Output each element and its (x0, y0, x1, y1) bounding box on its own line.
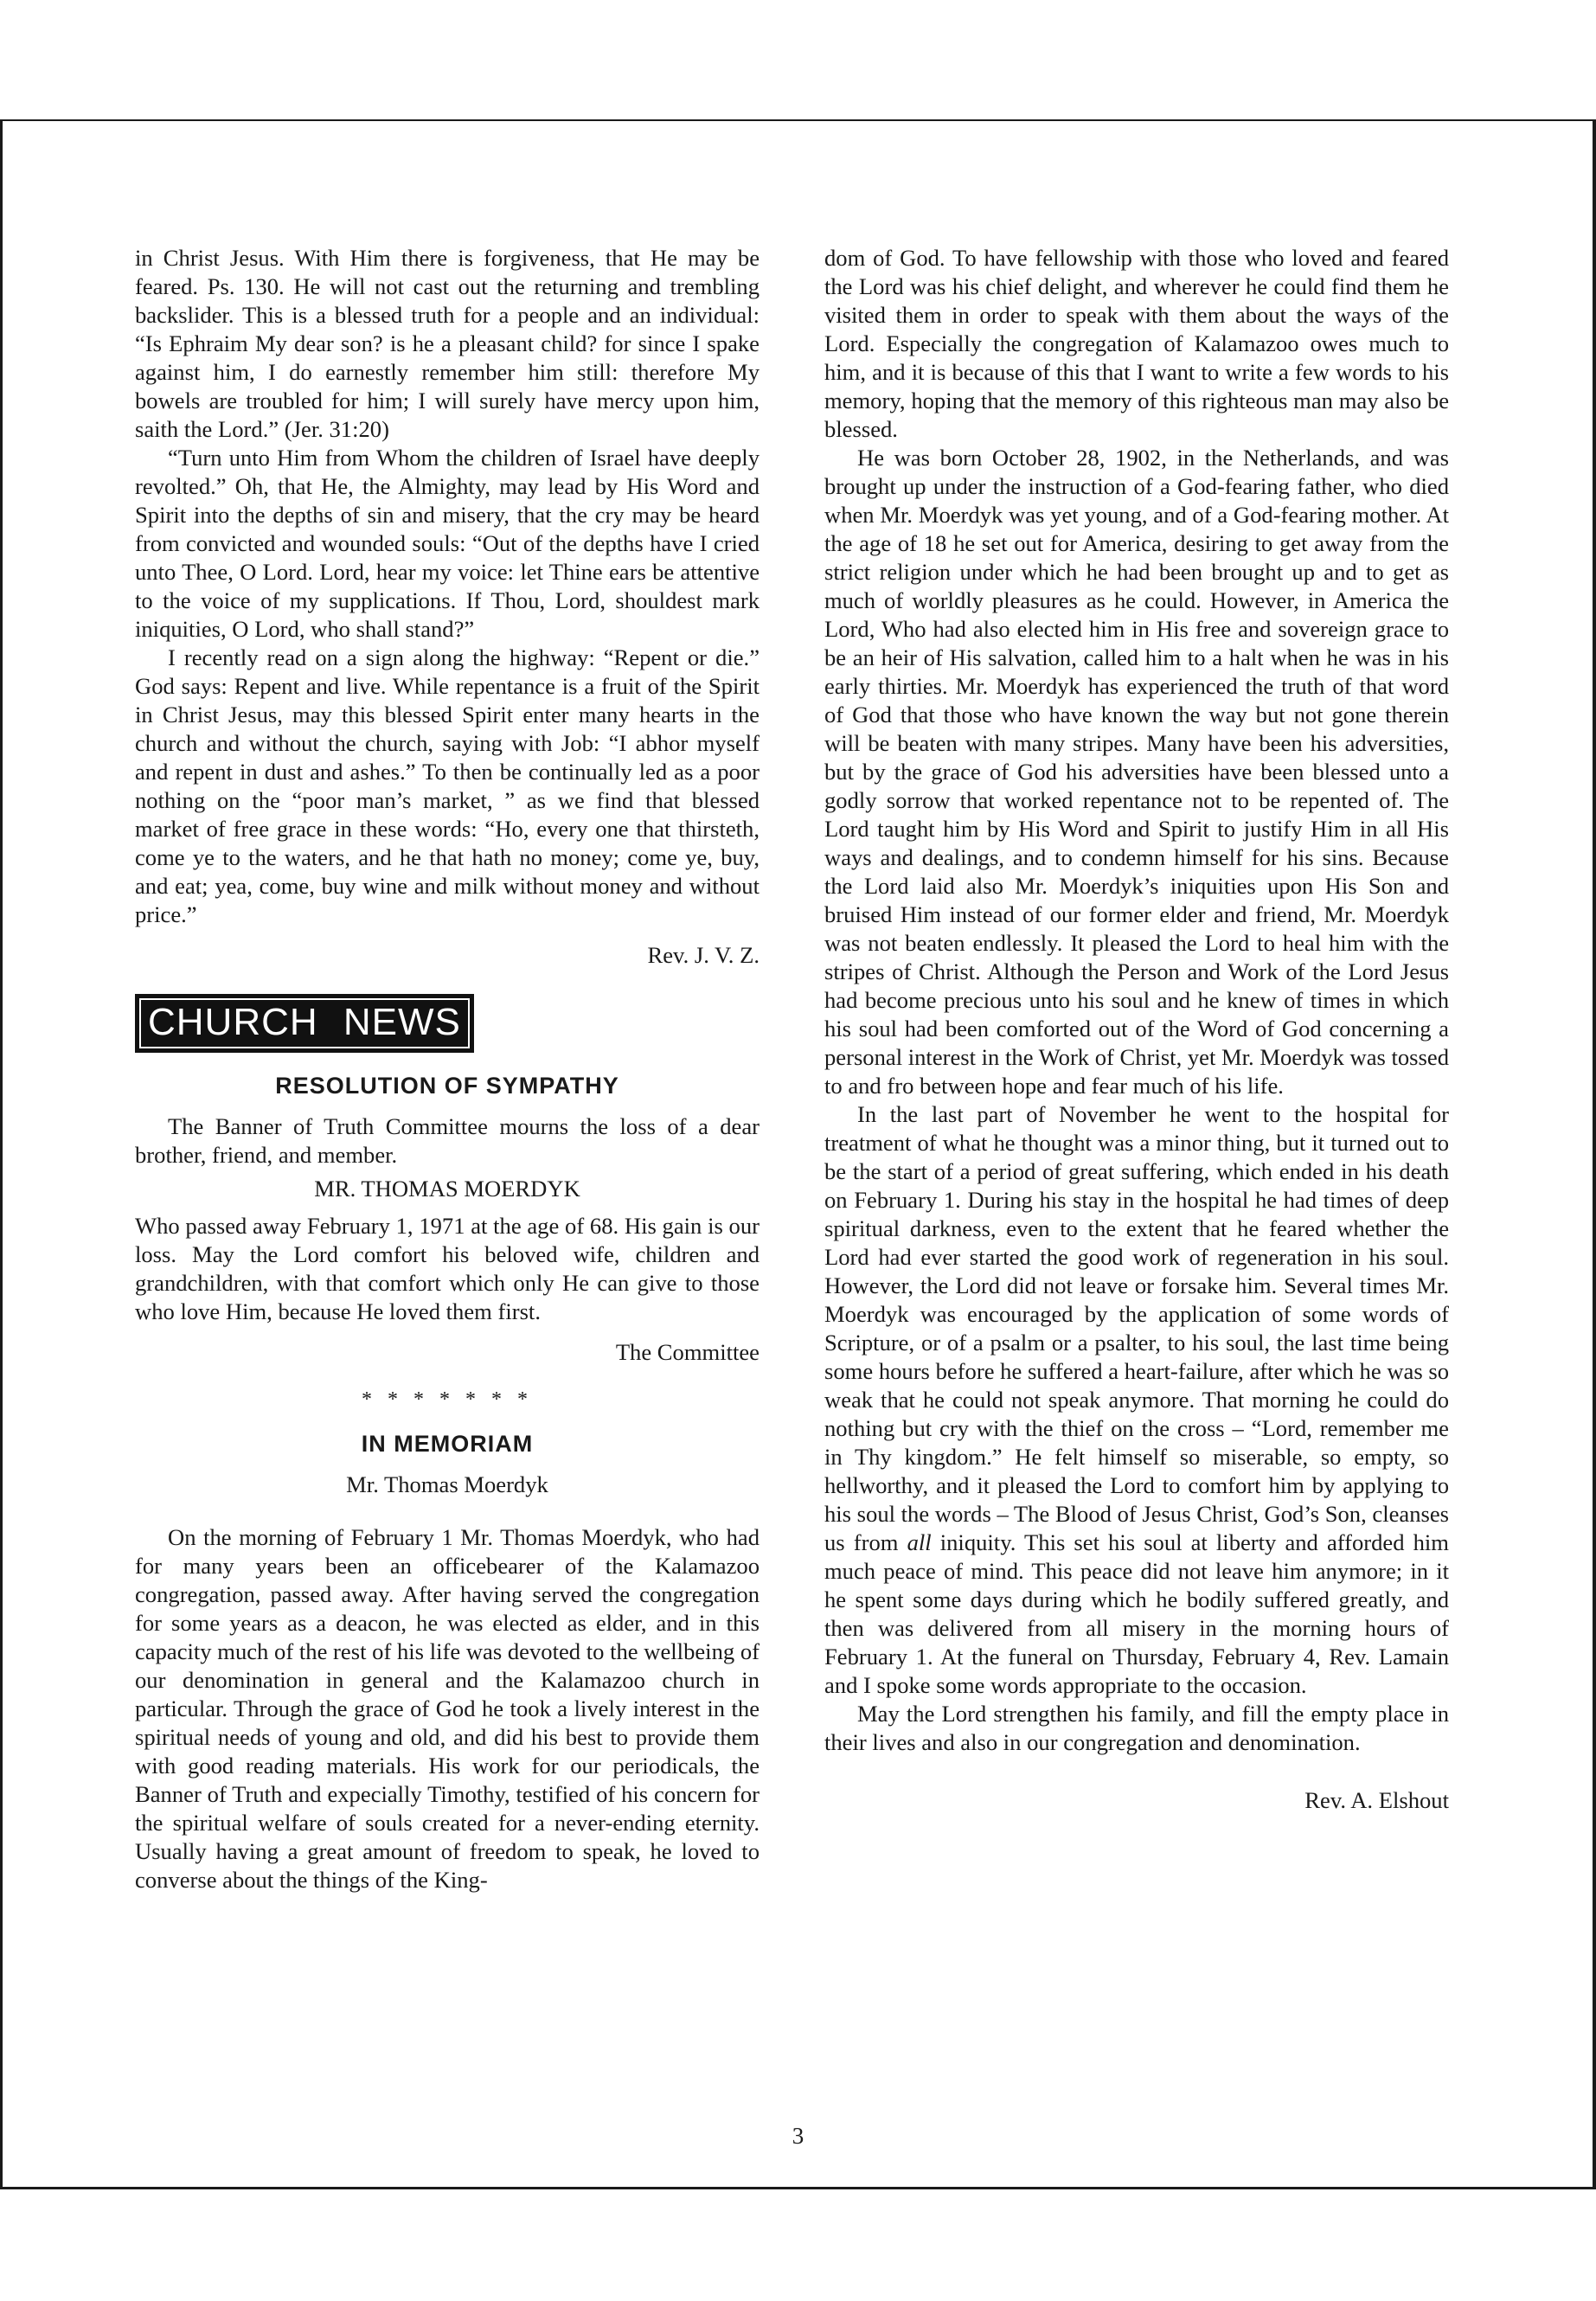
paragraph (824, 1100, 1449, 1700)
section-heading: RESOLUTION OF SYMPATHY (275, 1073, 619, 1099)
left-column (135, 244, 760, 1894)
paragraph-text: iniquity. This set his soul at liberty and afforded him much peace of mind. This peace did not leave him anymore; in it he spent some days during which he bodily suffered greatly, and then was delivered from all misery in the morning hours of February 1. At the funeral on Thursday, February 4, Rev. Lamain and I spoke some words appropriate to the occasion. (824, 1529, 1449, 1698)
paragraph: in Christ Jesus. With Him there is forgiveness, that He may be feared. Ps. 130. He will not cast out the returning and trembling backslider. This is a blessed truth for a people and an individual: “Is Ephraim My dear son? is he a pleasant child? for since I spake against him, I do earnestly remember him still: therefore My bowels are troubled for him; I will surely have mercy upon him, saith the Lord.” (Jer. 31:20) (135, 245, 760, 442)
section-divider: * * * * * * * (362, 1388, 533, 1411)
paragraph: On the morning of February 1 Mr. Thomas Moerdyk, who had for many years been an officebearer of the Kalamazoo congregation, passed away. After having served the congregation for some years as a deacon, he was elected as elder, and in this capacity much of the rest of his life was devoted to the wellbeing of our denomination in general and the Kalamazoo church in particular. Through the grace of God he took a lively interest in the spiritual needs of young and old, and did his best to provide them with good reading materials. His work for our periodicals, the Banner of Truth and expecially Timothy, testified of his concern for the spiritual welfare of souls created for a never-ending eternity. Usually having a great amount of freedom to speak, he loved to converse about the things of the King- (135, 1524, 760, 1893)
paragraph-text: In the last part of November he went to the hospital for treatment of what he thought was a minor thing, but it turned out to be the start of a period of great suffering, which ended in his death on February 1. During his stay in the hospital he had times of deep spiritual darkness, even to the extent that he feared whether the Lord had ever started the good work of regeneration in his soul. However, the Lord did not leave or forsake him. Several times Mr. Moerdyk was encouraged by the application of some words of Scripture, or of a psalm or a psalter, to his soul, the last time being some hours before he suffered a heart-failure, after which he was so weak that he could not speak anymore. That morning he could do nothing but cry with the thief on the cross – “Lord, remember me in Thy kingdom.” He felt himself so miserable, so empty, so hellworthy, and it pleased the Lord to comfort him by applying to his soul the words – The Blood of Jesus Christ, God’s Son, cleanses us from (824, 1101, 1449, 1555)
page-number: 3 (792, 2123, 804, 2149)
church-news-banner: CHURCH NEWS (135, 994, 474, 1053)
paragraph: May the Lord strengthen his family, and fill the empty place in their lives and also in our congregation and denomination. (824, 1701, 1449, 1755)
signature: Rev. A. Elshout (1304, 1787, 1449, 1813)
paragraph: I recently read on a sign along the highway: “Repent or die.” God says: Repent and live. While repentance is a fruit of the Spirit in Christ Jesus, may this blessed Spirit enter many hearts in the church and without the church, saying with Job: “I abhor myself and repent in dust and ashes.” To then be continually led as a poor nothing on the “poor man’s market, ” as we find that blessed market of free grace in these words: “Ho, every one that thirsteth, come ye to the waters, and he that hath no money; come ye, buy, and eat; yea, come, buy wine and milk without money and without price.” (135, 644, 760, 927)
section-heading: IN MEMORIAM (361, 1431, 534, 1457)
paragraph: Who passed away February 1, 1971 at the age of 68. His gain is our loss. May the Lord comfort his beloved wife, children and grandchildren, with that comfort which only He can give to those who love Him, because He loved them first. (135, 1213, 760, 1324)
signature: The Committee (615, 1339, 760, 1365)
page-edge-left (0, 119, 3, 2189)
paragraph: dom of God. To have fellowship with those who loved and feared the Lord was his chief delight, and wherever he could find them he visited them in order to speak with them about the ways of the Lord. Especially the congregation of Kalamazoo owes much to him, and it is because of this that I want to write a few words to his memory, hoping that the memory of this righteous man may also be blessed. (824, 245, 1449, 442)
right-column (824, 244, 1449, 1834)
deceased-name: MR. THOMAS MOERDYK (314, 1176, 580, 1202)
paragraph: He was born October 28, 1902, in the Netherlands, and was brought up under the instruction of a God-fearing father, who died when Mr. Moerdyk was yet young, and of a God-fearing mother. At the age of 18 he set out for America, desiring to get away from the strict religion under which he had been brought up and to get as much of worldly pleasures as he could. However, in America the Lord, Who had also elected him in His free and sovereign grace to be an heir of His salvation, called him to a halt when he was in his early thirties. Mr. Moerdyk has experienced the truth of that word of God that those who have known the way but not gone therein will be beaten with many stripes. Many have been his adversities, but by the grace of God his adversities have been blessed unto a godly sorrow that worked repentance not to be repented of. The Lord taught him by His Word and Spirit to justify Him in all His ways and dealings, and to condemn himself for his sins. Because the Lord laid also Mr. Moerdyk’s iniquities upon His Son and bruised Him instead of our former elder and friend, Mr. Moerdyk was not beaten endlessly. It pleased the Lord to heal him with the stripes of Christ. Although the Person and Work of the Lord Jesus had become precious unto his soul and he knew of times in which his soul had been comforted out of the Word of God concerning a personal interest in the Work of Christ, yet Mr. Moerdyk was tossed to and fro between hope and fear much of his life. (824, 445, 1449, 1099)
signature: Rev. J. V. Z. (647, 942, 760, 968)
section-subheading: Mr. Thomas Moerdyk (346, 1471, 548, 1497)
paragraph: The Banner of Truth Committee mourns the loss of a dear brother, friend, and member. (135, 1113, 760, 1168)
page-edge-right (1593, 119, 1596, 2189)
emphasis: all (907, 1529, 932, 1555)
paragraph: “Turn unto Him from Whom the children of Israel have deeply revolted.” Oh, that He, the Almighty, may lead by His Word and Spirit into the depths of sin and misery, that the cry may be heard from convicted and wounded souls: “Out of the depths have I cried unto Thee, O Lord. Lord, hear my voice: let Thine ears be attentive to the voice of my supplications. If Thou, Lord, shouldest mark iniquities, O Lord, who shall stand?” (135, 445, 760, 642)
